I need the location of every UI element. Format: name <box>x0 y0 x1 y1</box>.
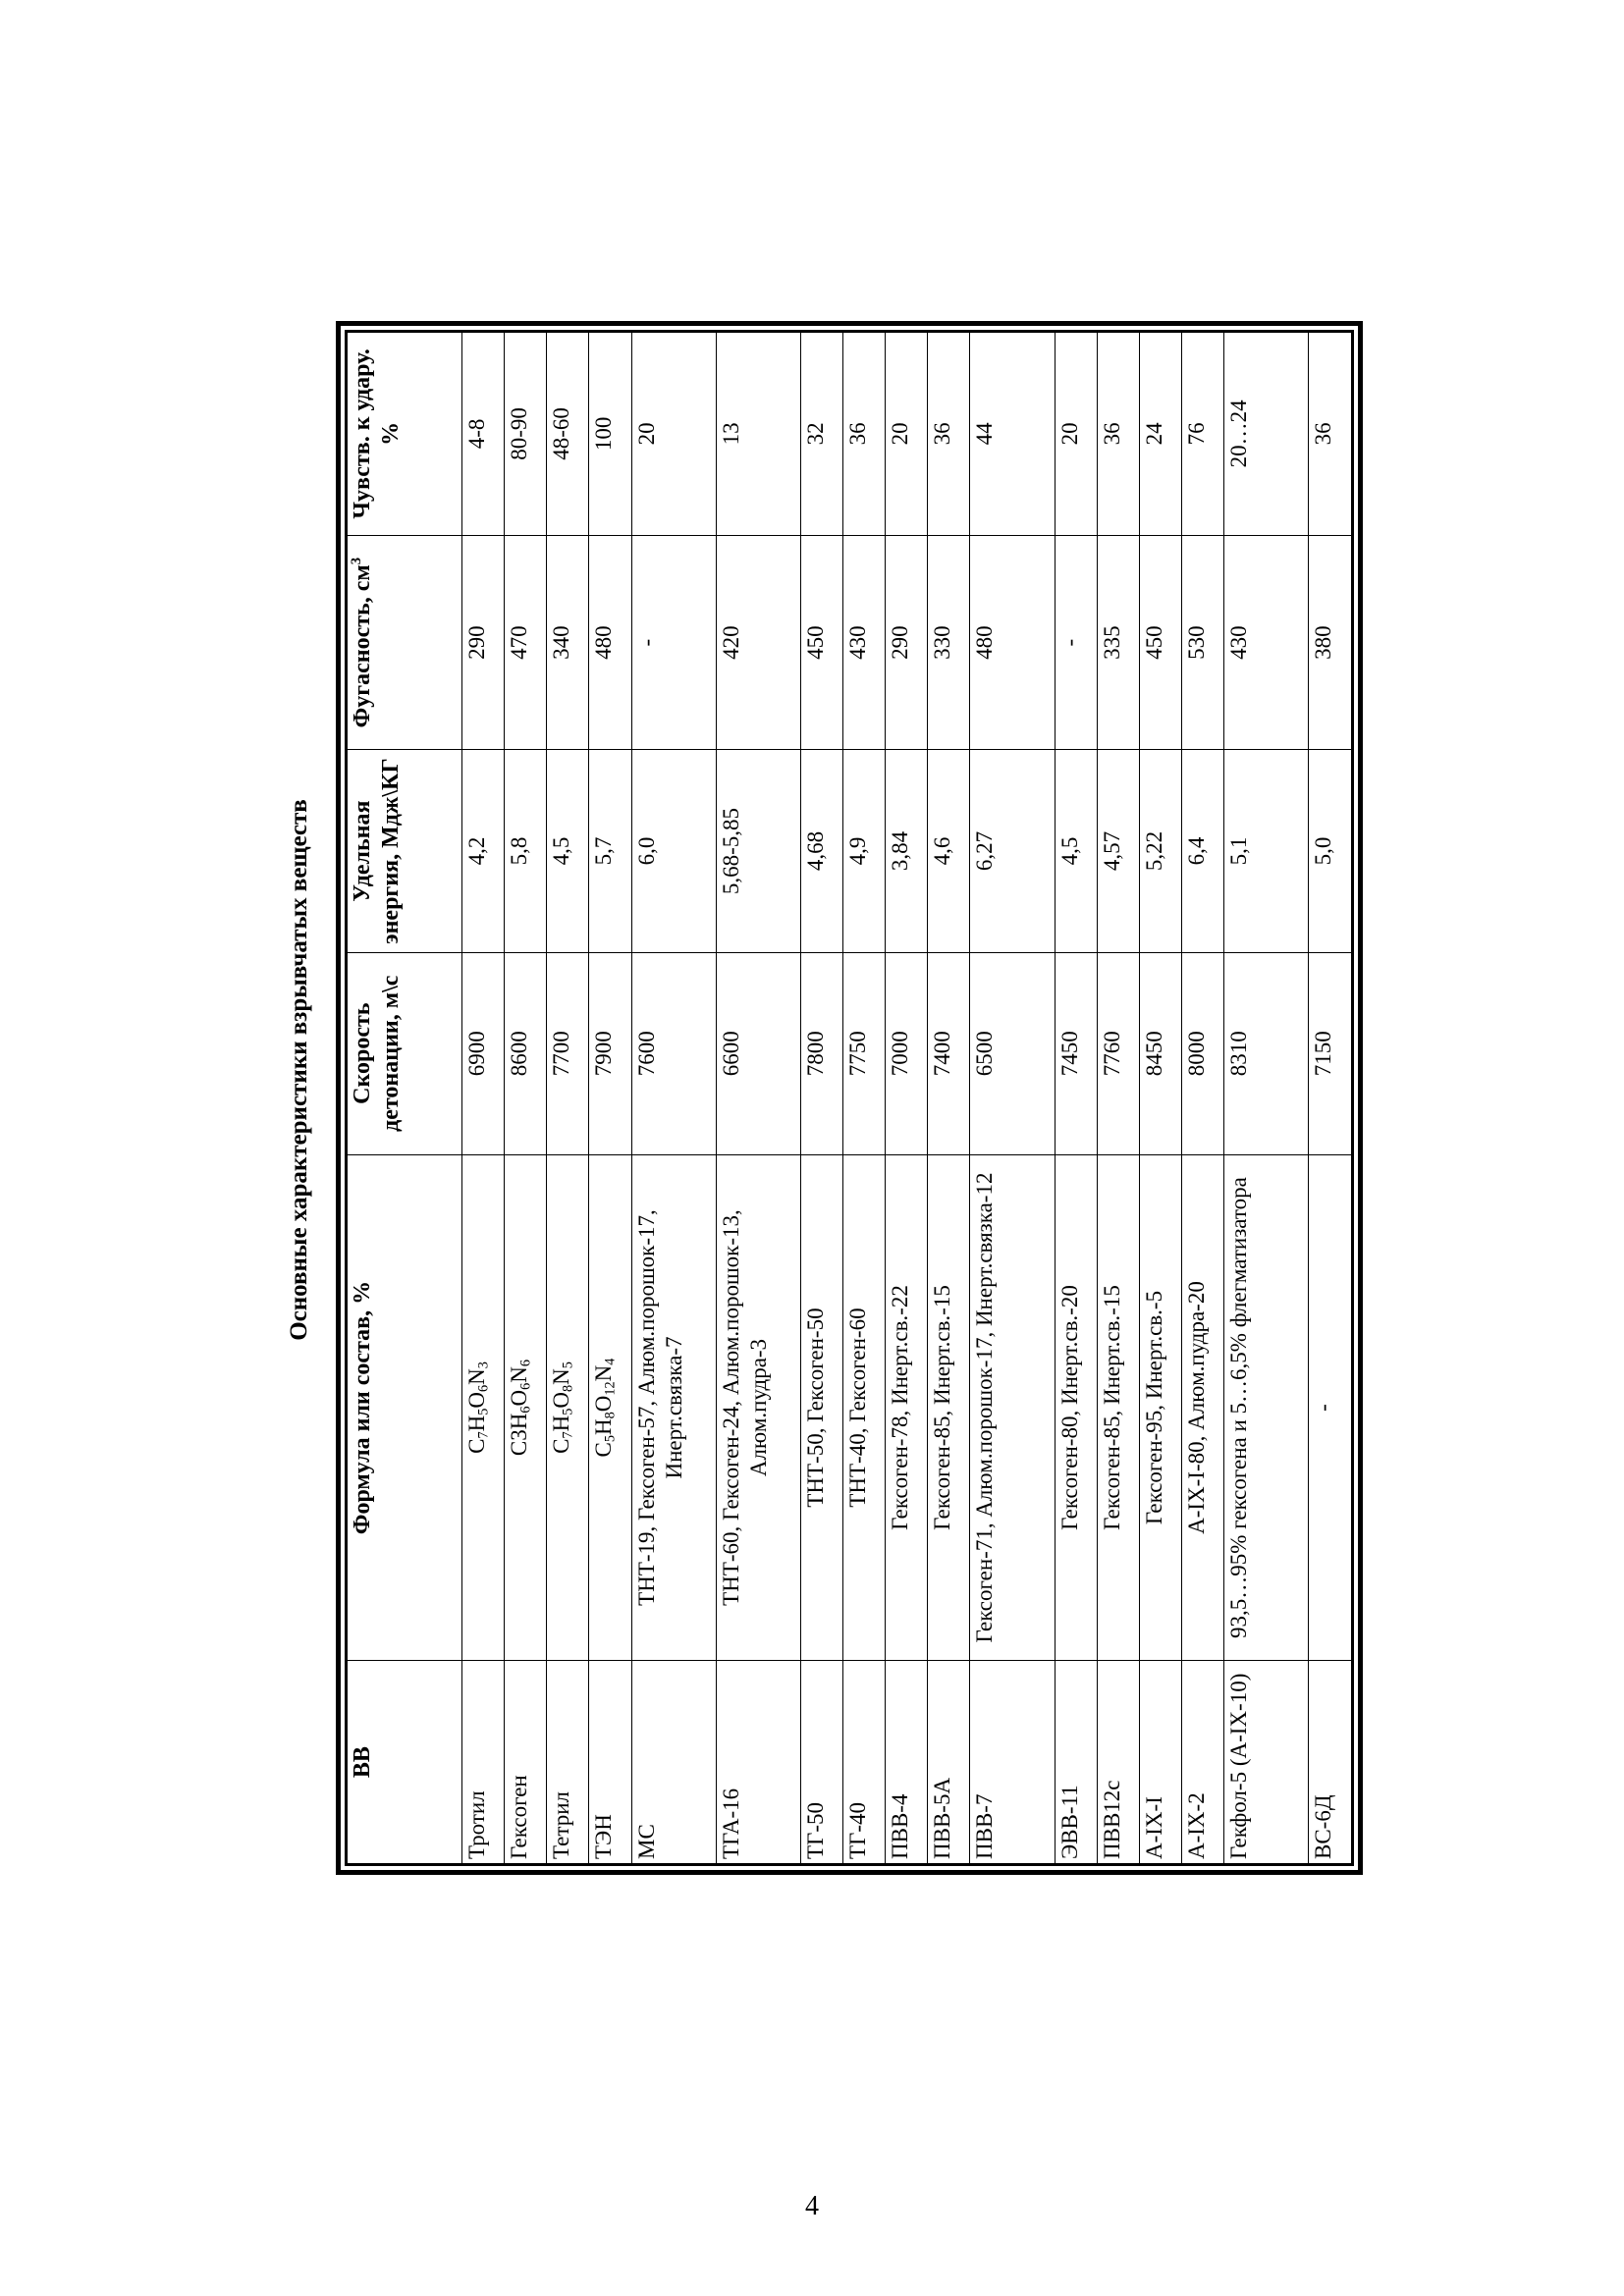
formula-text: N <box>591 1364 617 1382</box>
col-header-sensitivity: Чувств. к удару. % <box>347 332 462 536</box>
formula-subscript: 8 <box>602 1412 619 1419</box>
col-header-formula: Формула или состав, % <box>347 1154 462 1660</box>
formula-text: ТНТ-50, Гексоген-50 <box>802 1308 828 1508</box>
cell-sensitivity: 20…24 <box>1224 332 1309 536</box>
cell-sensitivity: 13 <box>716 332 800 536</box>
table-row <box>1182 332 1224 1865</box>
cell-energy: 4,2 <box>462 750 505 952</box>
cell-sensitivity: 44 <box>970 332 1055 536</box>
formula-subscript: 6 <box>517 1360 534 1367</box>
cell-energy: 6,4 <box>1182 750 1224 952</box>
table-row <box>547 332 589 1865</box>
cell-speed: 7600 <box>631 952 716 1154</box>
formula-text: - <box>1311 1404 1336 1412</box>
cell-sensitivity: 32 <box>800 332 842 536</box>
cell-vv-name: ПВВ-7 <box>970 1661 1055 1865</box>
cell-formula <box>1139 1154 1181 1660</box>
cell-vv-name: Тротил <box>462 1661 505 1865</box>
cell-energy: 6,0 <box>631 750 716 952</box>
col-header-fugacity <box>347 535 462 750</box>
cell-speed: 7900 <box>589 952 631 1154</box>
cell-fugacity: 480 <box>970 535 1055 750</box>
cell-energy: 5,68-5,85 <box>716 750 800 952</box>
cell-fugacity: 430 <box>1224 535 1309 750</box>
cell-formula <box>589 1154 631 1660</box>
table-row <box>928 332 970 1865</box>
cell-formula <box>716 1154 800 1660</box>
cell-vv-name: ТГ-40 <box>843 1661 886 1865</box>
cell-sensitivity: 76 <box>1182 332 1224 536</box>
cell-formula <box>1224 1154 1309 1660</box>
page-number: 4 <box>805 2191 819 2221</box>
cell-vv-name: ВС-6Д <box>1309 1661 1353 1865</box>
formula-subscript: 6 <box>475 1384 492 1393</box>
cell-sensitivity: 20 <box>886 332 928 536</box>
cell-energy: 5,8 <box>505 750 547 952</box>
formula-subscript: 5 <box>560 1362 576 1369</box>
formula-subscript: 7 <box>560 1431 576 1439</box>
formula-text: ТНТ-60, Гексоген-24, Алюм.порошок-13, Алюм.пудра-3 <box>718 1209 771 1606</box>
formula-text: C3H <box>507 1413 532 1457</box>
formula-text: ТНТ-19, Гексоген-57, Алюм.порошок-17, Инерт.связка-7 <box>633 1209 686 1606</box>
table-row <box>462 332 505 1865</box>
cell-fugacity: 470 <box>505 535 547 750</box>
cell-energy: 4,5 <box>547 750 589 952</box>
cell-fugacity: 480 <box>589 535 631 750</box>
formula-subscript: 8 <box>560 1384 576 1393</box>
table-row <box>1097 332 1139 1865</box>
cell-energy: 4,5 <box>1055 750 1097 952</box>
table-row <box>1309 332 1353 1865</box>
formula-subscript: 5 <box>602 1434 619 1443</box>
cell-sensitivity: 80-90 <box>505 332 547 536</box>
cell-energy: 4,57 <box>1097 750 1139 952</box>
cell-vv-name: А-IX-I <box>1139 1661 1181 1865</box>
table-row <box>505 332 547 1865</box>
cell-sensitivity: 36 <box>843 332 886 536</box>
cell-formula <box>1182 1154 1224 1660</box>
cell-sensitivity: 100 <box>589 332 631 536</box>
cell-vv-name: Тетрил <box>547 1661 589 1865</box>
formula-text: ТНТ-40, Гексоген-60 <box>845 1308 871 1508</box>
cell-energy: 5,22 <box>1139 750 1181 952</box>
formula-text: N <box>507 1366 532 1383</box>
cell-vv-name: ПВВ-4 <box>886 1661 928 1865</box>
cell-fugacity: 450 <box>1139 535 1181 750</box>
cell-fugacity: 290 <box>462 535 505 750</box>
cell-speed: 7000 <box>886 952 928 1154</box>
cell-speed: 7800 <box>800 952 842 1154</box>
cell-formula <box>843 1154 886 1660</box>
formula-text: C <box>549 1438 574 1454</box>
formula-subscript: 6 <box>517 1406 534 1414</box>
cell-speed: 6600 <box>716 952 800 1154</box>
cell-speed: 6900 <box>462 952 505 1154</box>
cell-formula <box>631 1154 716 1660</box>
cell-speed: 7750 <box>843 952 886 1154</box>
fugacity-header-sup: 3 <box>349 557 364 565</box>
cell-sensitivity: 24 <box>1139 332 1181 536</box>
cell-fugacity: 335 <box>1097 535 1139 750</box>
formula-text: А-IX-I-80, Алюм.пудра-20 <box>1184 1281 1210 1534</box>
cell-energy: 5,1 <box>1224 750 1309 952</box>
cell-formula <box>547 1154 589 1660</box>
table-row <box>843 332 886 1865</box>
formula-text: N <box>549 1368 574 1385</box>
formula-subscript: 7 <box>475 1431 492 1439</box>
explosives-table <box>345 330 1354 1866</box>
cell-sensitivity: 36 <box>1097 332 1139 536</box>
cell-vv-name: ЭВВ-11 <box>1055 1661 1097 1865</box>
cell-sensitivity: 20 <box>631 332 716 536</box>
col-header-speed: Скорость детонации, м\с <box>347 952 462 1154</box>
formula-text: Гексоген-85, Инерт.св.-15 <box>1099 1285 1124 1530</box>
cell-vv-name: ТЭН <box>589 1661 631 1865</box>
table-row <box>800 332 842 1865</box>
formula-subscript: 5 <box>475 1408 492 1415</box>
formula-text: Гексоген-80, Инерт.св.-20 <box>1056 1285 1082 1530</box>
formula-subscript: 6 <box>517 1382 534 1390</box>
cell-formula <box>505 1154 547 1660</box>
table-row <box>716 332 800 1865</box>
cell-speed: 8310 <box>1224 952 1309 1154</box>
formula-text: H <box>549 1415 574 1432</box>
cell-energy: 3,84 <box>886 750 928 952</box>
cell-fugacity: 340 <box>547 535 589 750</box>
table-body <box>462 332 1353 1865</box>
cell-fugacity: 530 <box>1182 535 1224 750</box>
formula-text: Гексоген-95, Инерт.св.-5 <box>1141 1290 1166 1525</box>
table-row <box>631 332 716 1865</box>
cell-fugacity: 430 <box>843 535 886 750</box>
formula-subscript: 12 <box>602 1381 619 1396</box>
table-row <box>1224 332 1309 1865</box>
cell-speed: 7450 <box>1055 952 1097 1154</box>
table-frame <box>336 321 1363 1875</box>
formula-text: C <box>591 1442 617 1458</box>
cell-formula <box>1097 1154 1139 1660</box>
cell-speed: 8000 <box>1182 952 1224 1154</box>
formula-subscript: 4 <box>602 1358 619 1365</box>
cell-vv-name: Гекфол-5 (А-IX-10) <box>1224 1661 1309 1865</box>
fugacity-header-text: Фугасность, см <box>350 564 375 728</box>
formula-text: H <box>464 1415 489 1432</box>
cell-vv-name: ПВВ12с <box>1097 1661 1139 1865</box>
formula-text: H <box>591 1418 617 1435</box>
cell-vv-name: ПВВ-5А <box>928 1661 970 1865</box>
formula-subscript: 3 <box>475 1362 492 1369</box>
cell-formula <box>800 1154 842 1660</box>
cell-speed: 7150 <box>1309 952 1353 1154</box>
cell-sensitivity: 48-60 <box>547 332 589 536</box>
formula-text: N <box>464 1368 489 1385</box>
formula-text: C <box>464 1438 489 1454</box>
cell-vv-name: ТГА-16 <box>716 1661 800 1865</box>
cell-formula <box>970 1154 1055 1660</box>
formula-text: Гексоген-78, Инерт.св.-22 <box>888 1285 913 1530</box>
formula-subscript: 5 <box>560 1408 576 1415</box>
table-row <box>970 332 1055 1865</box>
col-header-vv: ВВ <box>347 1661 462 1865</box>
cell-fugacity: 420 <box>716 535 800 750</box>
cell-formula <box>1055 1154 1097 1660</box>
cell-sensitivity: 36 <box>928 332 970 536</box>
cell-energy: 6,27 <box>970 750 1055 952</box>
cell-sensitivity: 20 <box>1055 332 1097 536</box>
cell-energy: 4,68 <box>800 750 842 952</box>
cell-formula <box>886 1154 928 1660</box>
cell-fugacity: 380 <box>1309 535 1353 750</box>
formula-text: O <box>549 1392 574 1409</box>
table-row <box>886 332 928 1865</box>
rotated-table-wrapper <box>336 321 1363 1875</box>
cell-speed: 7400 <box>928 952 970 1154</box>
cell-formula <box>462 1154 505 1660</box>
table-row <box>589 332 631 1865</box>
cell-formula <box>928 1154 970 1660</box>
cell-fugacity: 290 <box>886 535 928 750</box>
formula-text: O <box>591 1395 617 1413</box>
formula-text: O <box>507 1389 532 1407</box>
cell-sensitivity: 36 <box>1309 332 1353 536</box>
table-row <box>1055 332 1097 1865</box>
cell-energy: 5,0 <box>1309 750 1353 952</box>
formula-text: Гексоген-71, Алюм.порошок-17, Инерт.связка-12 <box>972 1172 998 1643</box>
cell-speed: 7760 <box>1097 952 1139 1154</box>
formula-text: Гексоген-85, Инерт.св.-15 <box>930 1285 955 1530</box>
cell-energy: 4,6 <box>928 750 970 952</box>
cell-vv-name: А-IX-2 <box>1182 1661 1224 1865</box>
cell-fugacity: - <box>631 535 716 750</box>
formula-text: 93,5…95% гексогена и 5…6,5% флегматизатора <box>1226 1177 1252 1638</box>
table-row <box>1139 332 1181 1865</box>
cell-energy: 5,7 <box>589 750 631 952</box>
cell-speed: 6500 <box>970 952 1055 1154</box>
header-row <box>347 332 462 1865</box>
col-header-energy: Удельная энергия, Мдж\КГ <box>347 750 462 952</box>
cell-speed: 8450 <box>1139 952 1181 1154</box>
cell-energy: 4,9 <box>843 750 886 952</box>
formula-text: O <box>464 1392 489 1409</box>
cell-sensitivity: 4-8 <box>462 332 505 536</box>
cell-vv-name: Гексоген <box>505 1661 547 1865</box>
cell-speed: 7700 <box>547 952 589 1154</box>
cell-vv-name: МС <box>631 1661 716 1865</box>
cell-formula <box>1309 1154 1353 1660</box>
cell-fugacity: - <box>1055 535 1097 750</box>
page-title: Основные характеристики взрывчатых веществ <box>286 799 312 1341</box>
cell-speed: 8600 <box>505 952 547 1154</box>
cell-fugacity: 330 <box>928 535 970 750</box>
cell-vv-name: ТГ-50 <box>800 1661 842 1865</box>
cell-fugacity: 450 <box>800 535 842 750</box>
